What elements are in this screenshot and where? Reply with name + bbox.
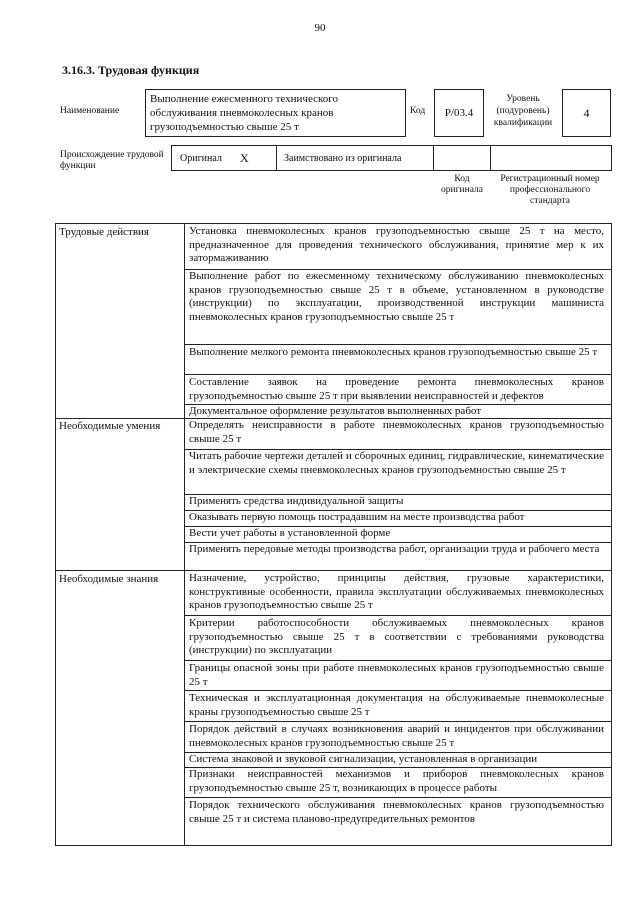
origin-divider [490, 146, 491, 170]
row-divider [184, 690, 611, 691]
reg-number-label: Регистрационный номер профессионального стандарта [500, 174, 600, 206]
section-heading-skills: Необходимые умения [59, 420, 161, 432]
row-divider [184, 344, 611, 345]
origin-row [171, 145, 612, 171]
original-label: Оригинал [180, 152, 222, 164]
origin-divider [433, 146, 434, 170]
page-number: 90 [314, 22, 326, 34]
name-label: Наименование [60, 106, 120, 116]
list-item: Применять передовые методы производства работ, организации труда и рабочего места [189, 543, 600, 555]
code-label: Код [410, 106, 426, 116]
list-item: Назначение, устройство, принципы действия, грузовые характеристики, конструктивные особенности, правила эксплуатации обслуживаемых пневмоколесных кранов грузоподъемностью свыше 25 т [189, 572, 604, 611]
borrowed-label: Заимствовано из оригинала [284, 152, 402, 164]
list-item: Порядок технического обслуживания пневмоколесных кранов грузоподъемностью свыше 25 т и система планово-предупредительных ремонтов [189, 799, 604, 825]
level-label: Уровень (подуровень) квалификации [493, 94, 553, 128]
list-item: Выполнение работ по ежесменному техническому обслуживанию пневмоколесных кранов грузоподъемностью свыше 25 т в объеме, установленном в руководстве (инструкции) по эксплуатации, производственной инструкции машиниста пневмоколесных кранов грузоподъемностью свыше 25 т [189, 270, 604, 323]
list-item: Техническая и эксплуатационная документация на обслуживаемые пневмоколесные краны грузоподъемностью свыше 25 т [189, 692, 604, 718]
row-divider [184, 615, 611, 616]
row-divider [184, 797, 611, 798]
list-item: Составление заявок на проведение ремонта пневмоколесных кранов грузоподъемностью свыше 25 т при выявлении неисправностей и дефектов [189, 376, 604, 402]
section-heading-actions: Трудовые действия [59, 226, 149, 238]
code-value-cell: Р/03.4 [434, 89, 484, 137]
code-original-label: Код оригинала [441, 174, 483, 195]
list-item: Установка пневмоколесных кранов грузоподъемностью свыше 25 т на место, предназначенное для проведения технического обслуживания, принятие мер к их затормаживанию [189, 225, 604, 264]
row-divider [184, 721, 611, 722]
list-item: Порядок действий в случаях возникновения аварий и инцидентов при обслуживании пневмоколесных кранов грузоподъемностью свыше 25 т [189, 723, 604, 749]
origin-label: Происхождение трудовой функции [60, 150, 164, 171]
list-item: Оказывать первую помощь пострадавшим на месте производства работ [189, 511, 525, 523]
row-divider [184, 374, 611, 375]
list-item: Границы опасной зоны при работе пневмоколесных кранов грузоподъемностью свыше 25 т [189, 662, 604, 688]
function-details-table [55, 223, 612, 846]
list-item: Вести учет работы в установленной форме [189, 527, 391, 539]
list-item: Документальное оформление результатов выполненных работ [189, 405, 482, 417]
original-mark: X [240, 150, 249, 165]
list-item: Система знаковой и звуковой сигнализации, установленная в организации [189, 753, 538, 765]
list-item: Выполнение мелкого ремонта пневмоколесных кранов грузоподъемностью свыше 25 т [189, 346, 598, 358]
row-divider [184, 660, 611, 661]
list-item: Применять средства индивидуальной защиты [189, 495, 404, 507]
section-title: 3.16.3. Трудовая функция [62, 63, 200, 77]
origin-divider [276, 146, 277, 170]
list-item: Определять неисправности в работе пневмоколесных кранов грузоподъемностью свыше 25 т [189, 419, 604, 445]
list-item: Признаки неисправностей механизмов и приборов пневмоколесных кранов грузоподъемностью свыше 25 т, возникающих в процессе работы [189, 768, 604, 794]
list-item: Критерии работоспособности обслуживаемых пневмоколесных кранов грузоподъемностью свыше 25 т в соответствии с требованиями руководства (инструкции) по эксплуатации [189, 617, 604, 656]
level-value-cell: 4 [562, 89, 611, 137]
list-item: Читать рабочие чертежи деталей и сборочных единиц, гидравлические, кинематические и электрические схемы пневмоколесных кранов грузоподъемностью свыше 25 т [189, 450, 604, 476]
section-heading-knowledge: Необходимые знания [59, 573, 159, 585]
section-divider [56, 570, 611, 571]
function-name-cell: Выполнение ежесменного технического обслуживания пневмоколесных кранов грузоподъемностью свыше 25 т [145, 89, 406, 137]
